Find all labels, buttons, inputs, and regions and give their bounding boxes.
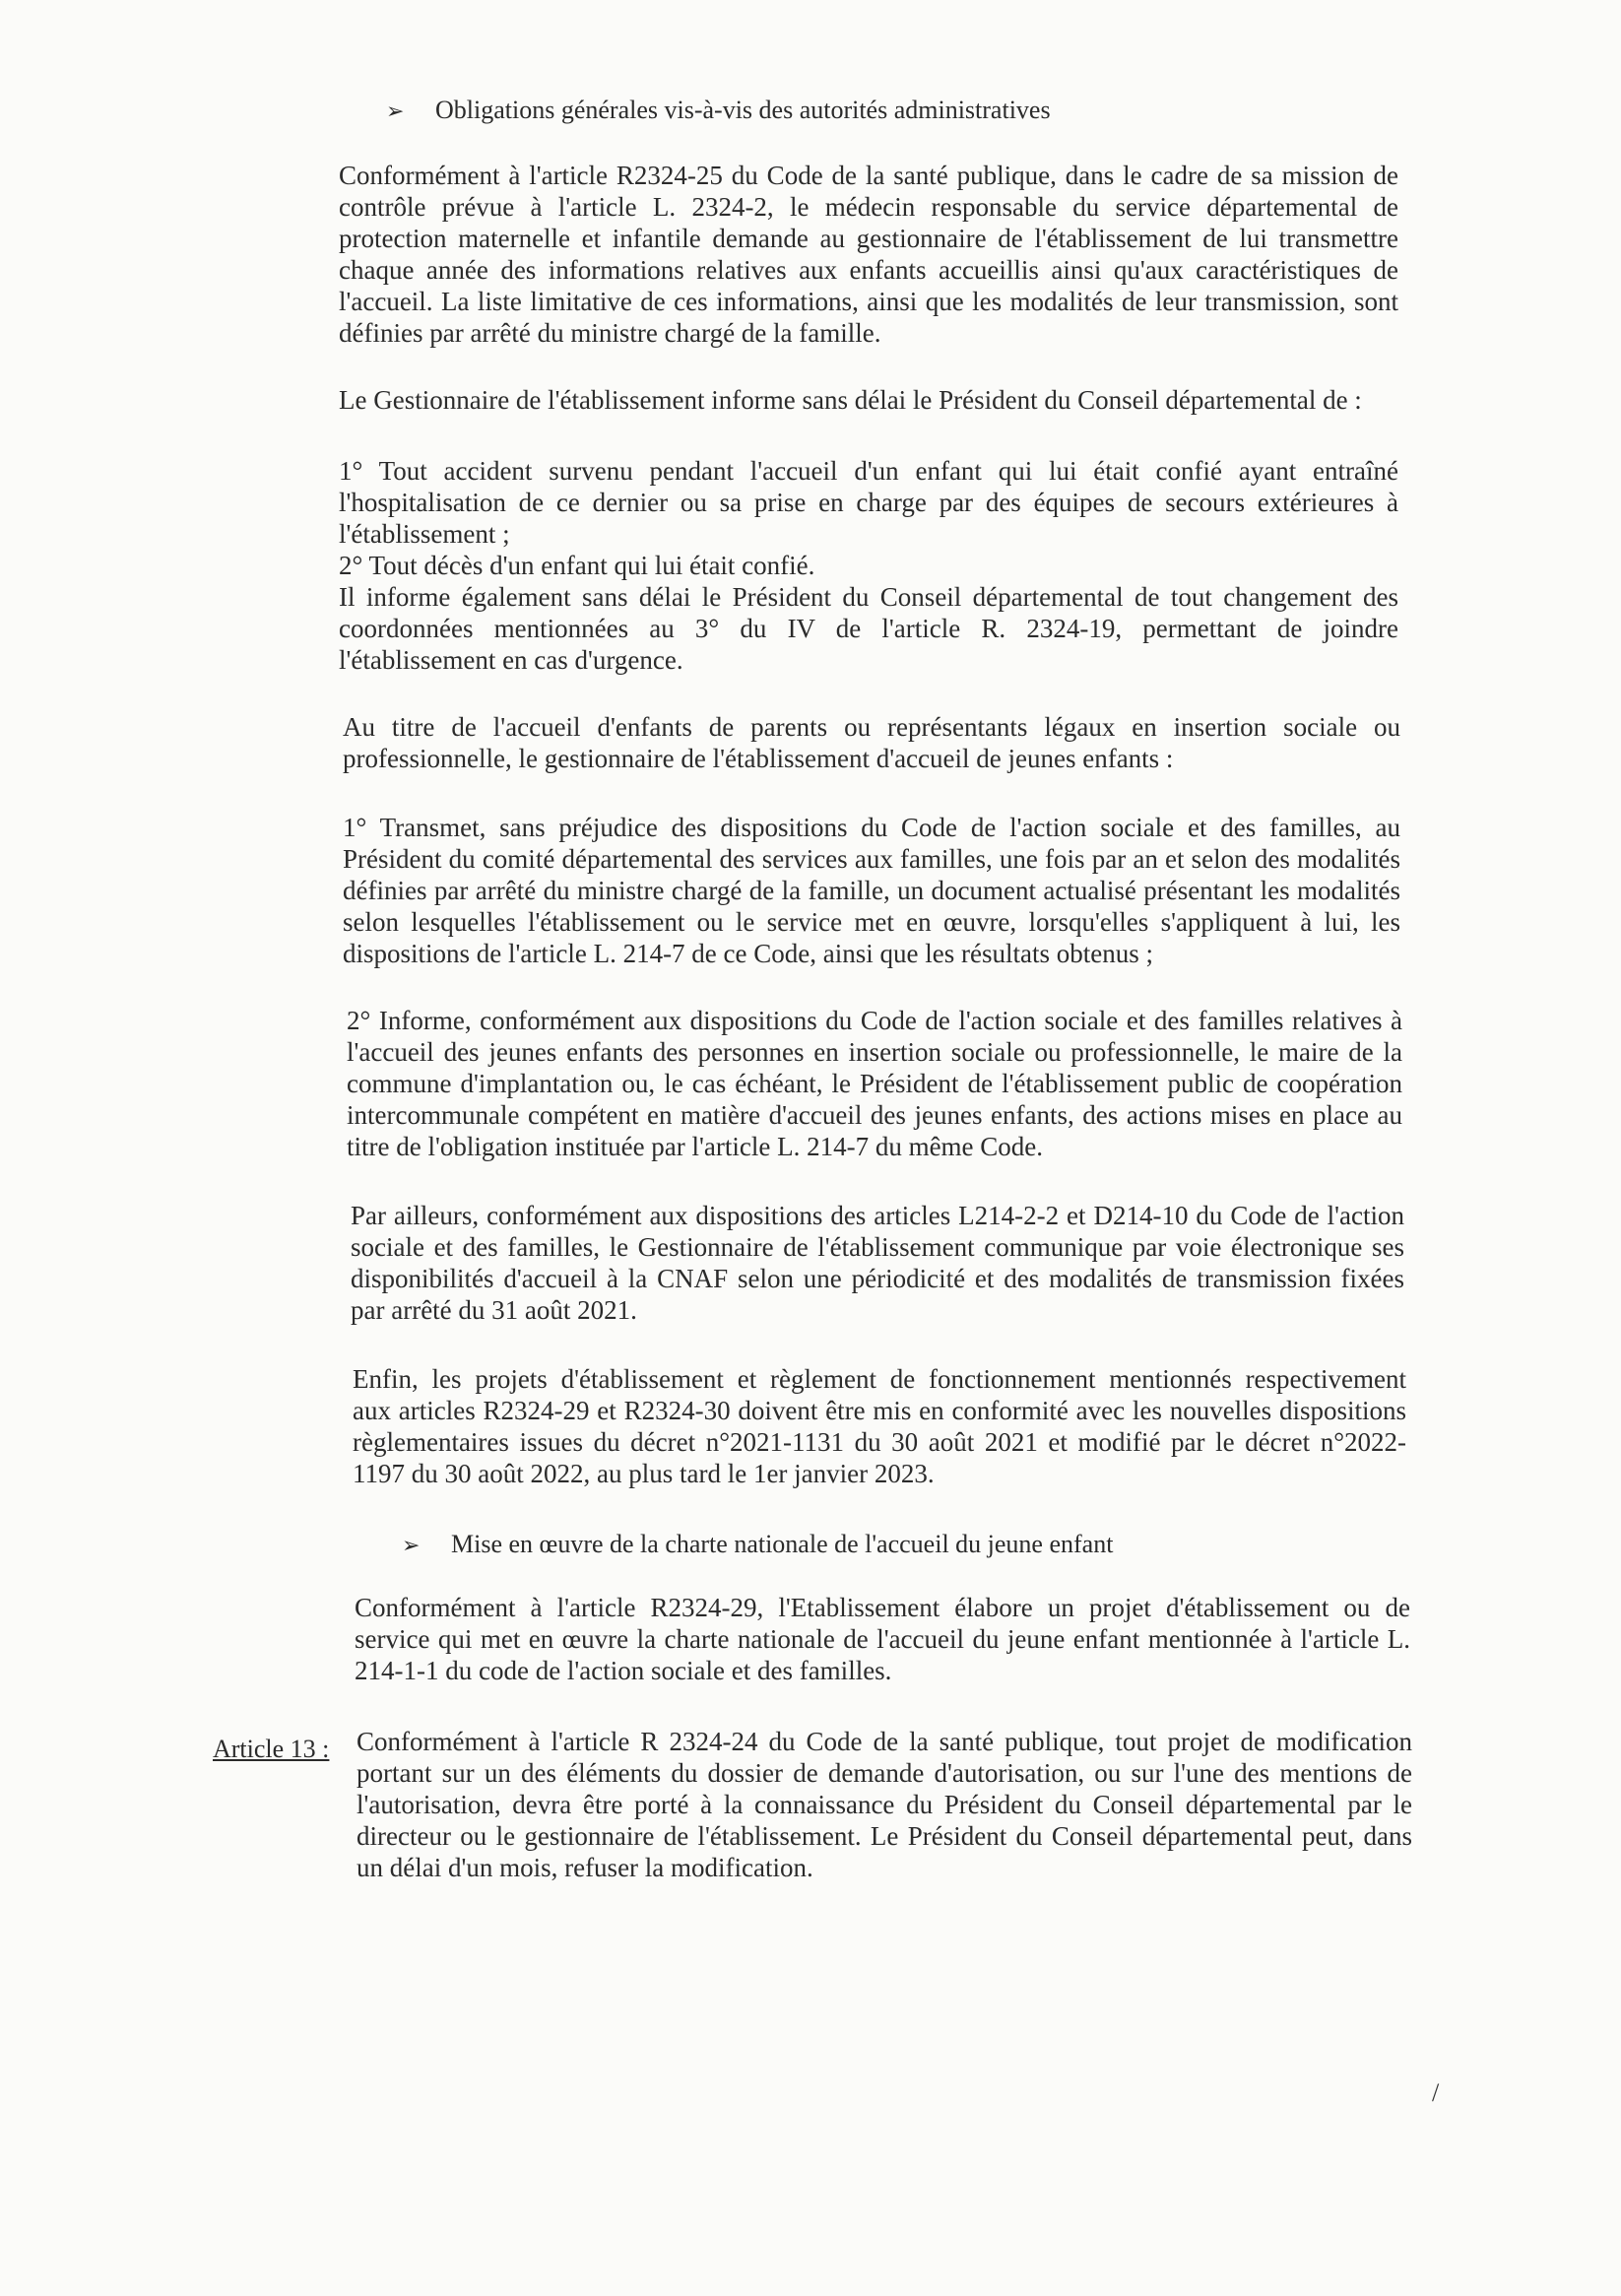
- page-mark: /: [1432, 2078, 1440, 2107]
- text-line: 2° Informe, conformément aux dispositions du Code de l'action sociale et des familles relatives à: [347, 1006, 1402, 1035]
- text-line: portant sur un des éléments du dossier de demande d'autorisation, ou sur l'une des mentions de: [357, 1758, 1412, 1788]
- text-line: commune d'implantation ou, le cas échéant, le Président de l'établissement public de coopération: [347, 1069, 1402, 1098]
- text-line: 1197 du 30 août 2022, au plus tard le 1er janvier 2023.: [353, 1459, 935, 1488]
- paragraph-gestionnaire-informe: [339, 384, 1398, 416]
- text-line: l'établissement ;: [339, 519, 510, 549]
- paragraph-insertion-sociale: [343, 711, 1400, 774]
- text-line: chaque année des informations relatives aux enfants accueillis ainsi qu'aux caractéristiques de: [339, 255, 1398, 285]
- text-line: protection maternelle et infantile demande au gestionnaire de l'établissement de lui transmettre: [339, 224, 1398, 253]
- text-line: Par ailleurs, conformément aux dispositions des articles L214-2-2 et D214-10 du Code de l'action: [351, 1201, 1404, 1230]
- arrow-bullet-icon: ➢: [402, 1534, 421, 1558]
- arrow-bullet-icon: ➢: [386, 99, 405, 124]
- text-line: directeur ou le gestionnaire de l'établissement. Le Président du Conseil départemental peut, dans: [357, 1821, 1412, 1851]
- text-line: 214-1-1 du code de l'action sociale et des familles.: [355, 1656, 892, 1685]
- text-line: titre de l'obligation instituée par l'article L. 214-7 du même Code.: [347, 1132, 1044, 1161]
- text-line: définies par arrêté du ministre chargé de la famille.: [339, 318, 881, 348]
- section-heading-text: Mise en œuvre de la charte nationale de l'accueil du jeune enfant: [451, 1530, 1114, 1558]
- text-line: selon lesquelles l'établissement ou le service met en œuvre, lorsqu'elles s'appliquent à lui, les: [343, 907, 1400, 937]
- paragraph-accident-deces: [339, 455, 1398, 676]
- text-line: l'établissement en cas d'urgence.: [339, 645, 683, 675]
- text-line: l'accueil des jeunes enfants des personnes en insertion sociale ou professionnelle, le maire de la: [347, 1037, 1402, 1067]
- text-line: l'hospitalisation de ce dernier ou sa prise en charge par des équipes de secours extérieures à: [339, 488, 1398, 517]
- section-heading-text: Obligations générales vis-à-vis des autorités administratives: [435, 96, 1051, 124]
- text-line: coordonnées mentionnées au 3° du IV de l'article R. 2324-19, permettant de joindre: [339, 614, 1398, 643]
- text-line: aux articles R2324-29 et R2324-30 doivent être mis en conformité avec les nouvelles dispositions: [353, 1396, 1406, 1425]
- paragraph-cnaf: [351, 1200, 1404, 1326]
- text-line: Enfin, les projets d'établissement et règlement de fonctionnement mentionnés respectivement: [353, 1364, 1406, 1394]
- text-line: règlementaires issues du décret n°2021-1131 du 30 août 2021 et modifié par le décret n°2022-: [353, 1427, 1406, 1457]
- section-heading-charte: [402, 1529, 1113, 1562]
- paragraph-transmet: [343, 812, 1400, 969]
- text-line: par arrêté du 31 août 2021.: [351, 1295, 637, 1325]
- text-line: l'accueil. La liste limitative de ces informations, ainsi que les modalités de leur transmission, sont: [339, 287, 1398, 316]
- paragraph-controle-pmi: [339, 160, 1398, 349]
- text-line: un délai d'un mois, refuser la modification.: [357, 1853, 813, 1882]
- text-line: 2° Tout décès d'un enfant qui lui était confié.: [339, 551, 815, 580]
- text-line: intercommunale compétent en matière d'accueil des jeunes enfants, des actions mises en place au: [347, 1100, 1402, 1130]
- paragraph-article-13: [357, 1726, 1412, 1883]
- text-line: service qui met en œuvre la charte nationale de l'accueil du jeune enfant mentionnée à l'article L.: [355, 1624, 1410, 1654]
- text-line: Conformément à l'article R2324-29, l'Etablissement élabore un projet d'établissement ou de: [355, 1593, 1410, 1622]
- text-line: contrôle prévue à l'article L. 2324-2, le médecin responsable du service départemental de: [339, 192, 1398, 222]
- text-line: Conformément à l'article R 2324-24 du Code de la santé publique, tout projet de modification: [357, 1727, 1412, 1756]
- text-line: Au titre de l'accueil d'enfants de parents ou représentants légaux en insertion sociale ou: [343, 712, 1400, 742]
- paragraph-informe-maire: [347, 1005, 1402, 1162]
- text-line: 1° Transmet, sans préjudice des dispositions du Code de l'action sociale et des familles, au: [343, 813, 1400, 842]
- text-line: Conformément à l'article R2324-25 du Code de la santé publique, dans le cadre de sa mission de: [339, 161, 1398, 190]
- text-line: 1° Tout accident survenu pendant l'accueil d'un enfant qui lui était confié ayant entraîné: [339, 456, 1398, 486]
- text-line: Président du comité départemental des services aux familles, une fois par an et selon des modalités: [343, 844, 1400, 874]
- paragraph-mise-en-conformite: [353, 1363, 1406, 1489]
- text-line: définies par arrêté du ministre chargé de la famille, un document actualisé présentant les modalités: [343, 876, 1400, 905]
- text-line: l'autorisation, devra être porté à la connaissance du Président du Conseil départemental par le: [357, 1790, 1412, 1819]
- paragraph-projet-etablissement: [355, 1592, 1410, 1686]
- text-line: sociale et des familles, le Gestionnaire de l'établissement communique par voie électronique ses: [351, 1232, 1404, 1262]
- text-line: disponibilités d'accueil à la CNAF selon une périodicité et des modalités de transmission fixées: [351, 1264, 1404, 1293]
- section-heading-obligations: [386, 95, 1051, 128]
- text-line: Il informe également sans délai le Président du Conseil départemental de tout changement des: [339, 582, 1398, 612]
- text-line: Le Gestionnaire de l'établissement informe sans délai le Président du Conseil départemental de :: [339, 385, 1362, 415]
- article-13-label: Article 13 :: [213, 1735, 330, 1763]
- text-line: dispositions de l'article L. 214-7 de ce Code, ainsi que les résultats obtenus ;: [343, 939, 1153, 968]
- text-line: professionnelle, le gestionnaire de l'établissement d'accueil de jeunes enfants :: [343, 744, 1174, 773]
